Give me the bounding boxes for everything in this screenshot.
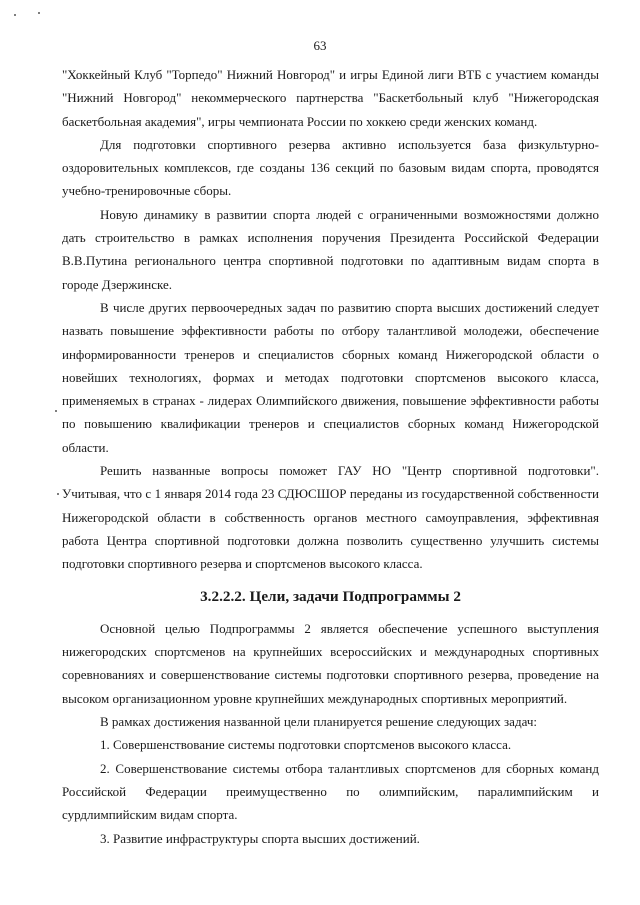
- paragraph: "Хоккейный Клуб "Торпедо" Нижний Новгород" и игры Единой лиги ВТБ с участием команды "Нижний Новгород" некоммерческого партнерства "Баскетбольный клуб "Нижегородская баскетбольная академия", игры чемпионата России по хоккею среди женских команд.: [62, 67, 599, 129]
- scan-speck: [55, 410, 57, 412]
- list-item: 3. Развитие инфраструктуры спорта высших достижений.: [100, 830, 420, 846]
- paragraph: Основной целью Подпрограммы 2 является обеспечение успешного выступления нижегородских спортсменов на крупнейших всероссийских и международных спортивных соревнованиях и совершенствование системы подготовки спортивного резерва, проведение на высоком организационном уровне крупнейших международных спортивных мероприятий.: [62, 620, 599, 706]
- paragraph: Новую динамику в развитии спорта людей с ограниченными возможностями должно дать строительство в рамках исполнения поручения Президента Российской Федерации В.В.Путина регионального центра спортивной подготовки по адаптивным видам спорта в городе Дзержинске.: [62, 206, 599, 292]
- paragraph: Решить названные вопросы поможет ГАУ НО "Центр спортивной подготовки". Учитывая, что с 1 января 2014 года 23 СДЮСШОР переданы из государственной собственности Нижегородской области в собственность органов местного самоуправления, эффективная работа Центра спортивной подготовки должна позволить существенно улучшить системы подготовки спортивного резерва и спортсменов высокого класса.: [62, 463, 599, 572]
- scan-speck: [14, 14, 16, 16]
- document-body: [62, 63, 599, 850]
- list-item: 1. Совершенствование системы подготовки спортсменов высокого класса.: [100, 737, 512, 753]
- scan-speck: [38, 12, 40, 14]
- scan-speck: [57, 493, 59, 495]
- list-item: 2. Совершенствование системы отбора талантливых спортсменов для сборных команд Российской Федерации преимущественно по олимпийским, паралимпийским и сурдлимпийским видам спорта.: [62, 760, 599, 823]
- section-heading: 3.2.2.2. Цели, задачи Подпрограммы 2: [200, 587, 461, 605]
- paragraph: Для подготовки спортивного резерва активно используется база физкультурно-оздоровительных комплексов, где созданы 136 секций по базовым видам спорта, проводятся учебно-тренировочные сборы.: [62, 136, 599, 199]
- page-number: 63: [313, 38, 327, 53]
- paragraph: В рамках достижения названной цели планируется решение следующих задач:: [100, 714, 537, 730]
- paragraph: В числе других первоочередных задач по развитию спорта высших достижений следует назвать повышение эффективности работы по отбору талантливой молодежи, обеспечение информированности тренеров и специалистов сборных команд Нижегородской области о новейших технологиях, формах и методах подготовки спортсменов высокого класса, применяемых в странах - лидерах Олимпийского движения, повышение эффективности работы по повышению квалификации тренеров и специалистов сборных команд Нижегородской области.: [62, 299, 599, 455]
